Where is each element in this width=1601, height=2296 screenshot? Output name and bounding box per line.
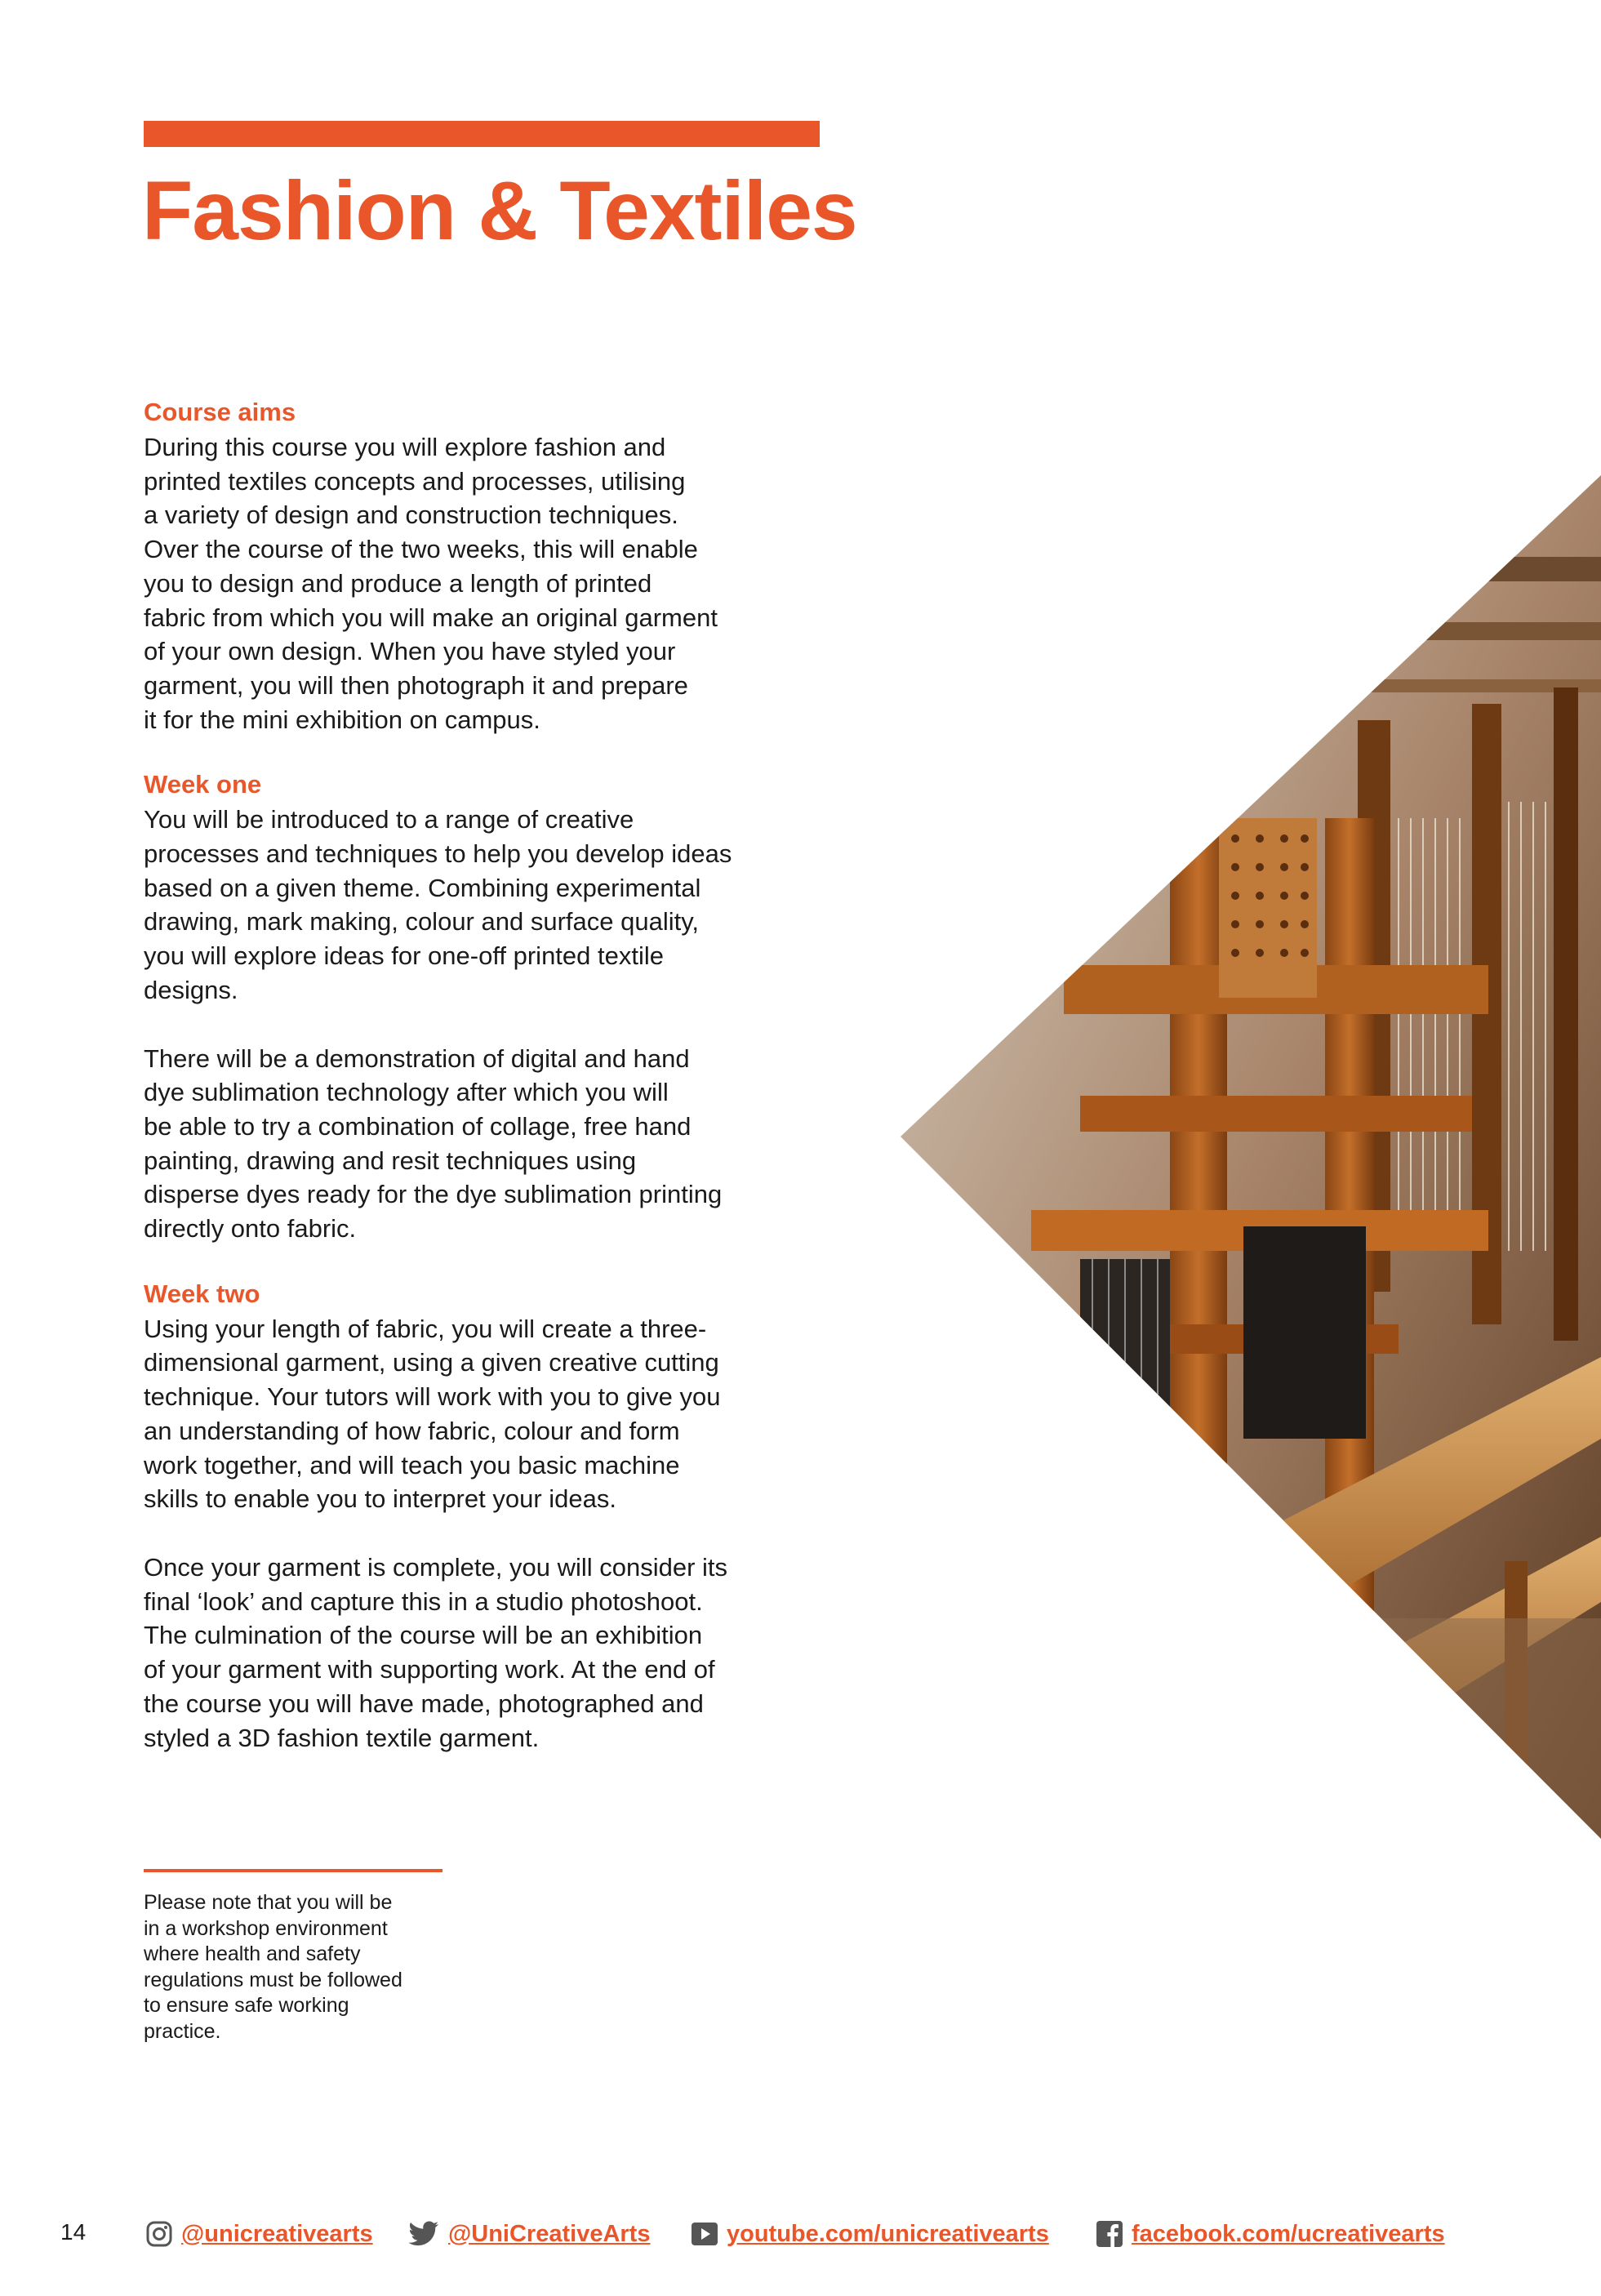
- safety-note: Please note that you will be in a workshop environment where health and safety regulations must be followed to ensure safe working practice.: [144, 1891, 402, 2043]
- week-one-paragraph-2: There will be a demonstration of digital and hand dye sublimation technology after which you will be able to try a combination of collage, free hand painting, drawing and resit techniques using disperse dyes ready for the dye sublimation printing directly onto fabric.: [144, 1043, 723, 1244]
- page-number: 14: [60, 2219, 87, 2245]
- twitter-link[interactable]: @UniCreativeArts: [448, 2220, 651, 2247]
- course-aims-paragraph: During this course you will explore fashion and printed textiles concepts and processes, utilising a variety of design and construction techniques. Over the course of the two weeks, this will enable you to design and produce a length of printed fabric from which you will make an original garment of your own design. When you have styled your garment, you will then photograph it and prepare it for the mini exhibition on campus.: [144, 433, 718, 734]
- week-two-paragraph-1: Using your length of fabric, you will create a three- dimensional garment, using a given creative cutting technique. Your tutors will work with you to give you an understanding of how fabric, colour and form work together, and will teach you basic machine skills to enable you to interpret your ideas.: [144, 1314, 721, 1514]
- social-facebook[interactable]: [1096, 2216, 1445, 2252]
- social-youtube[interactable]: [691, 2216, 1049, 2252]
- note-divider: [144, 1869, 442, 1872]
- main-content: [144, 394, 797, 1755]
- section-heading-week-two: Week two: [144, 1279, 260, 1308]
- facebook-icon: [1096, 2220, 1123, 2248]
- instagram-icon: [145, 2220, 173, 2248]
- section-heading-course-aims: Course aims: [144, 398, 296, 426]
- title-accent-bar: [144, 121, 820, 147]
- loom-workshop-photo: [901, 475, 1601, 1839]
- week-one-paragraph-1: You will be introduced to a range of creative processes and techniques to help you develop ideas based on a given theme. Combining experimental drawing, mark making, colour and surface quality, you will explore ideas for one-off printed textile designs.: [144, 805, 732, 1004]
- social-twitter[interactable]: [407, 2216, 650, 2252]
- facebook-link[interactable]: facebook.com/ucreativearts: [1132, 2220, 1445, 2247]
- social-instagram[interactable]: [145, 2216, 373, 2252]
- youtube-link[interactable]: youtube.com/unicreativearts: [727, 2220, 1049, 2247]
- section-heading-week-one: Week one: [144, 770, 262, 799]
- page-title: Fashion & Textiles: [142, 164, 857, 257]
- twitter-icon: [407, 2220, 440, 2248]
- youtube-icon: [691, 2220, 718, 2248]
- instagram-link[interactable]: @unicreativearts: [181, 2220, 373, 2247]
- week-two-paragraph-2: Once your garment is complete, you will consider its final ‘look’ and capture this in a studio photoshoot. The culmination of the course will be an exhibition of your garment with supporting work. At the end of the course you will have made, photographed and styled a 3D fashion textile garment.: [144, 1552, 728, 1752]
- footer: [0, 2216, 1601, 2252]
